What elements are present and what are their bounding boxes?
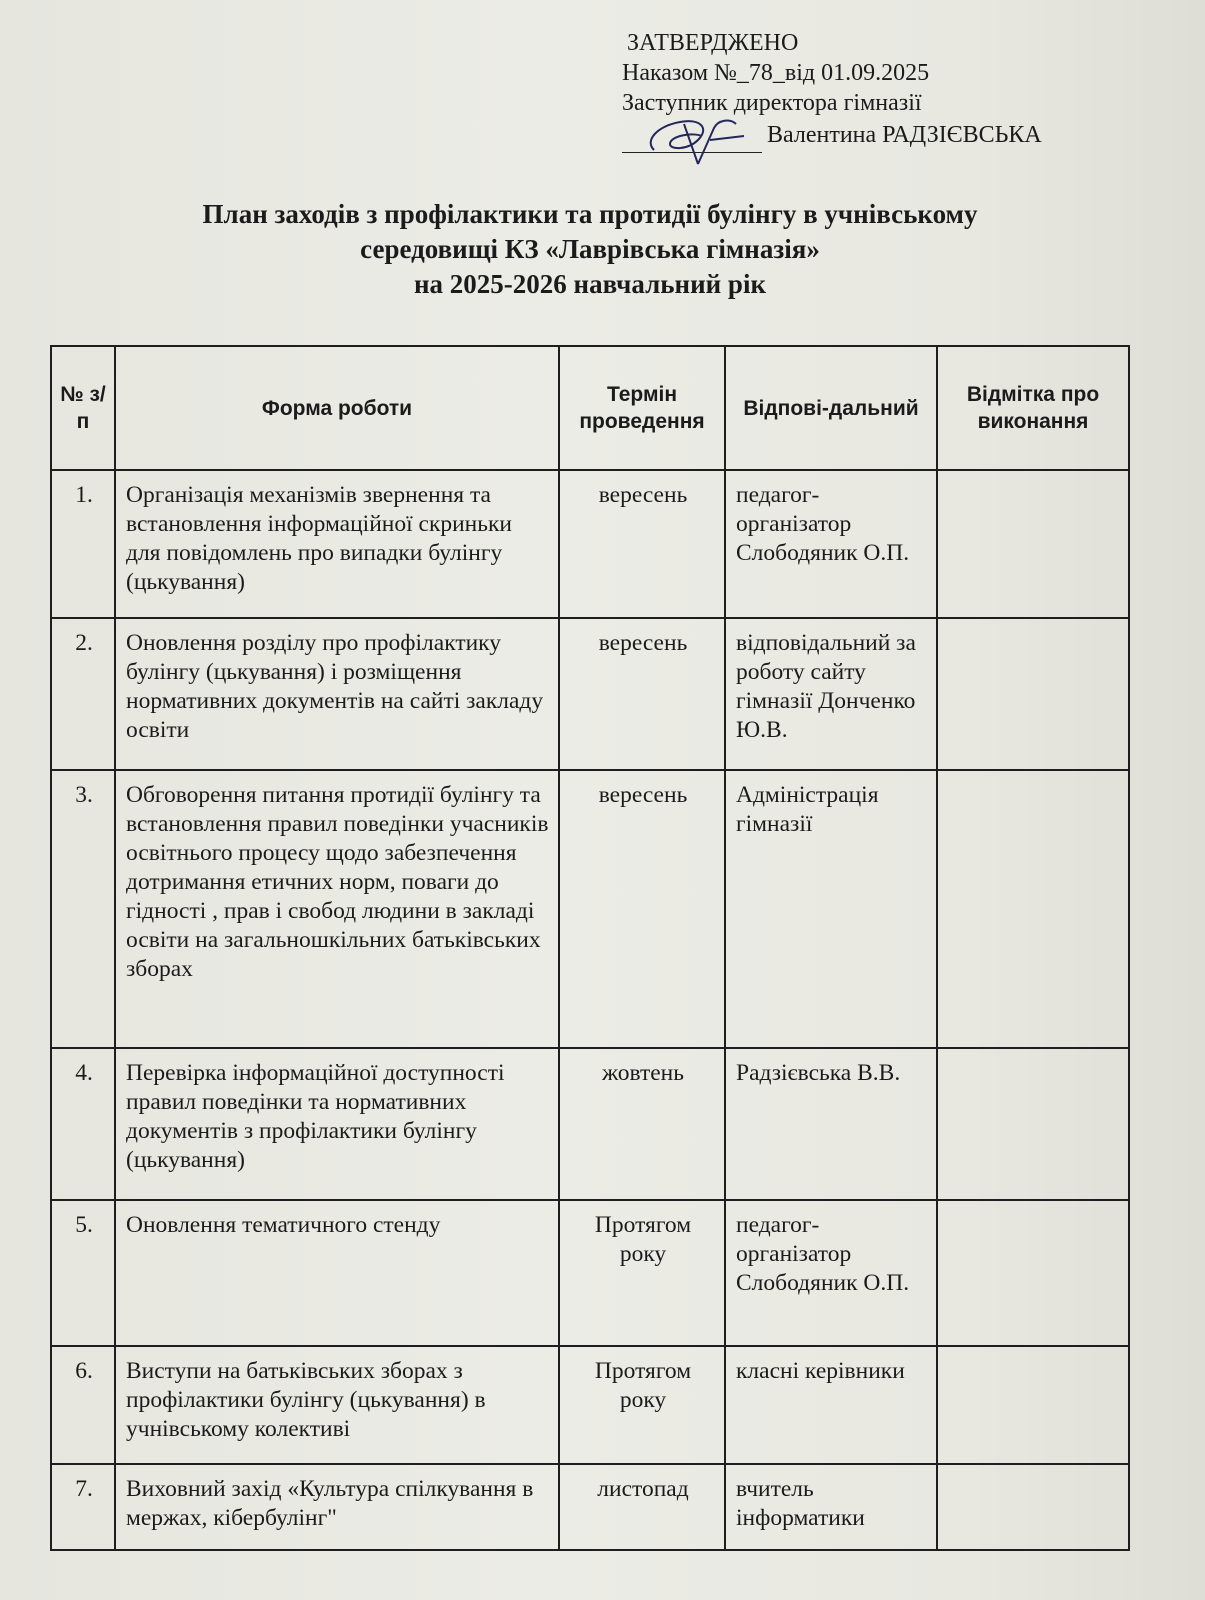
row-term: жовтень: [559, 1048, 725, 1200]
table-row: [51, 1048, 1129, 1200]
row-form: Перевірка інформаційної доступності правил поведінки та нормативних документів з профілактики булінгу (цькування): [115, 1048, 559, 1200]
row-form: Оновлення розділу про профілактику булінгу (цькування) і розміщення нормативних документів на сайті закладу освіти: [115, 618, 559, 770]
row-responsible: педагог-організатор Слободяник О.П.: [725, 1200, 937, 1346]
table-row: [51, 770, 1129, 1048]
signature-row: [622, 118, 1142, 158]
header-num: № з/п: [51, 346, 115, 470]
title-line-3: на 2025-2026 навчальний рік: [413, 269, 767, 299]
title-line-1: План заходів з профілактики та протидії булінгу в учнівському: [202, 199, 978, 229]
row-responsible: класні керівники: [725, 1346, 937, 1464]
handwritten-signature: [640, 106, 760, 176]
approval-block: [622, 28, 1142, 158]
row-mark: [937, 1200, 1129, 1346]
row-mark: [937, 470, 1129, 618]
row-mark: [937, 618, 1129, 770]
row-num: 3.: [51, 770, 115, 1048]
row-term: Протягом року: [559, 1200, 725, 1346]
document-title: [60, 197, 1120, 302]
row-responsible: Адміністрація гімназії: [725, 770, 937, 1048]
row-term: вересень: [559, 618, 725, 770]
row-num: 1.: [51, 470, 115, 618]
approval-signer: Валентина РАДЗІЄВСЬКА: [767, 122, 1042, 148]
table-row: [51, 470, 1129, 618]
approval-title: ЗАТВЕРДЖЕНО: [627, 30, 799, 56]
row-num: 5.: [51, 1200, 115, 1346]
row-mark: [937, 1346, 1129, 1464]
header-mark: Відмітка про виконання: [937, 346, 1129, 470]
header-responsible: Відпові-дальний: [725, 346, 937, 470]
row-term: вересень: [559, 770, 725, 1048]
row-responsible: педагог-організатор Слободяник О.П.: [725, 470, 937, 618]
row-mark: [937, 770, 1129, 1048]
table-row: [51, 1200, 1129, 1346]
row-num: 2.: [51, 618, 115, 770]
row-form: Оновлення тематичного стенду: [115, 1200, 559, 1346]
row-form: Виховний захід «Культура спілкування в мержах, кібербулінг": [115, 1464, 559, 1550]
approval-position: Заступник директора гімназії: [622, 90, 922, 116]
row-responsible: відповідальний за роботу сайту гімназії Донченко Ю.В.: [725, 618, 937, 770]
row-term: Протягом року: [559, 1346, 725, 1464]
row-mark: [937, 1464, 1129, 1550]
title-line-2: середовищі КЗ «Лаврівська гімназія»: [360, 234, 820, 264]
row-term: листопад: [559, 1464, 725, 1550]
row-num: 4.: [51, 1048, 115, 1200]
table-row: [51, 1464, 1129, 1550]
header-term: Термін проведення: [559, 346, 725, 470]
row-form: Організація механізмів звернення та встановлення інформаційної скриньки для повідомлень про випадки булінгу (цькування): [115, 470, 559, 618]
table-row: [51, 618, 1129, 770]
table-header-row: [51, 346, 1129, 470]
row-num: 7.: [51, 1464, 115, 1550]
row-num: 6.: [51, 1346, 115, 1464]
table-row: [51, 1346, 1129, 1464]
header-form: Форма роботи: [115, 346, 559, 470]
row-form: Обговорення питання протидії булінгу та встановлення правил поведінки учасників освітнього процесу щодо забезпечення дотримання етичних норм, поваги до гідності , прав і свобод людини в закладі освіти на загальношкільних батьківських зборах: [115, 770, 559, 1048]
row-term: вересень: [559, 470, 725, 618]
row-responsible: Радзієвська В.В.: [725, 1048, 937, 1200]
measures-table: [50, 345, 1130, 1551]
row-mark: [937, 1048, 1129, 1200]
approval-order: Наказом №_78_від 01.09.2025: [622, 60, 930, 86]
row-form: Виступи на батьківських зборах з профілактики булінгу (цькування) в учнівському колективі: [115, 1346, 559, 1464]
row-responsible: вчитель інформатики: [725, 1464, 937, 1550]
